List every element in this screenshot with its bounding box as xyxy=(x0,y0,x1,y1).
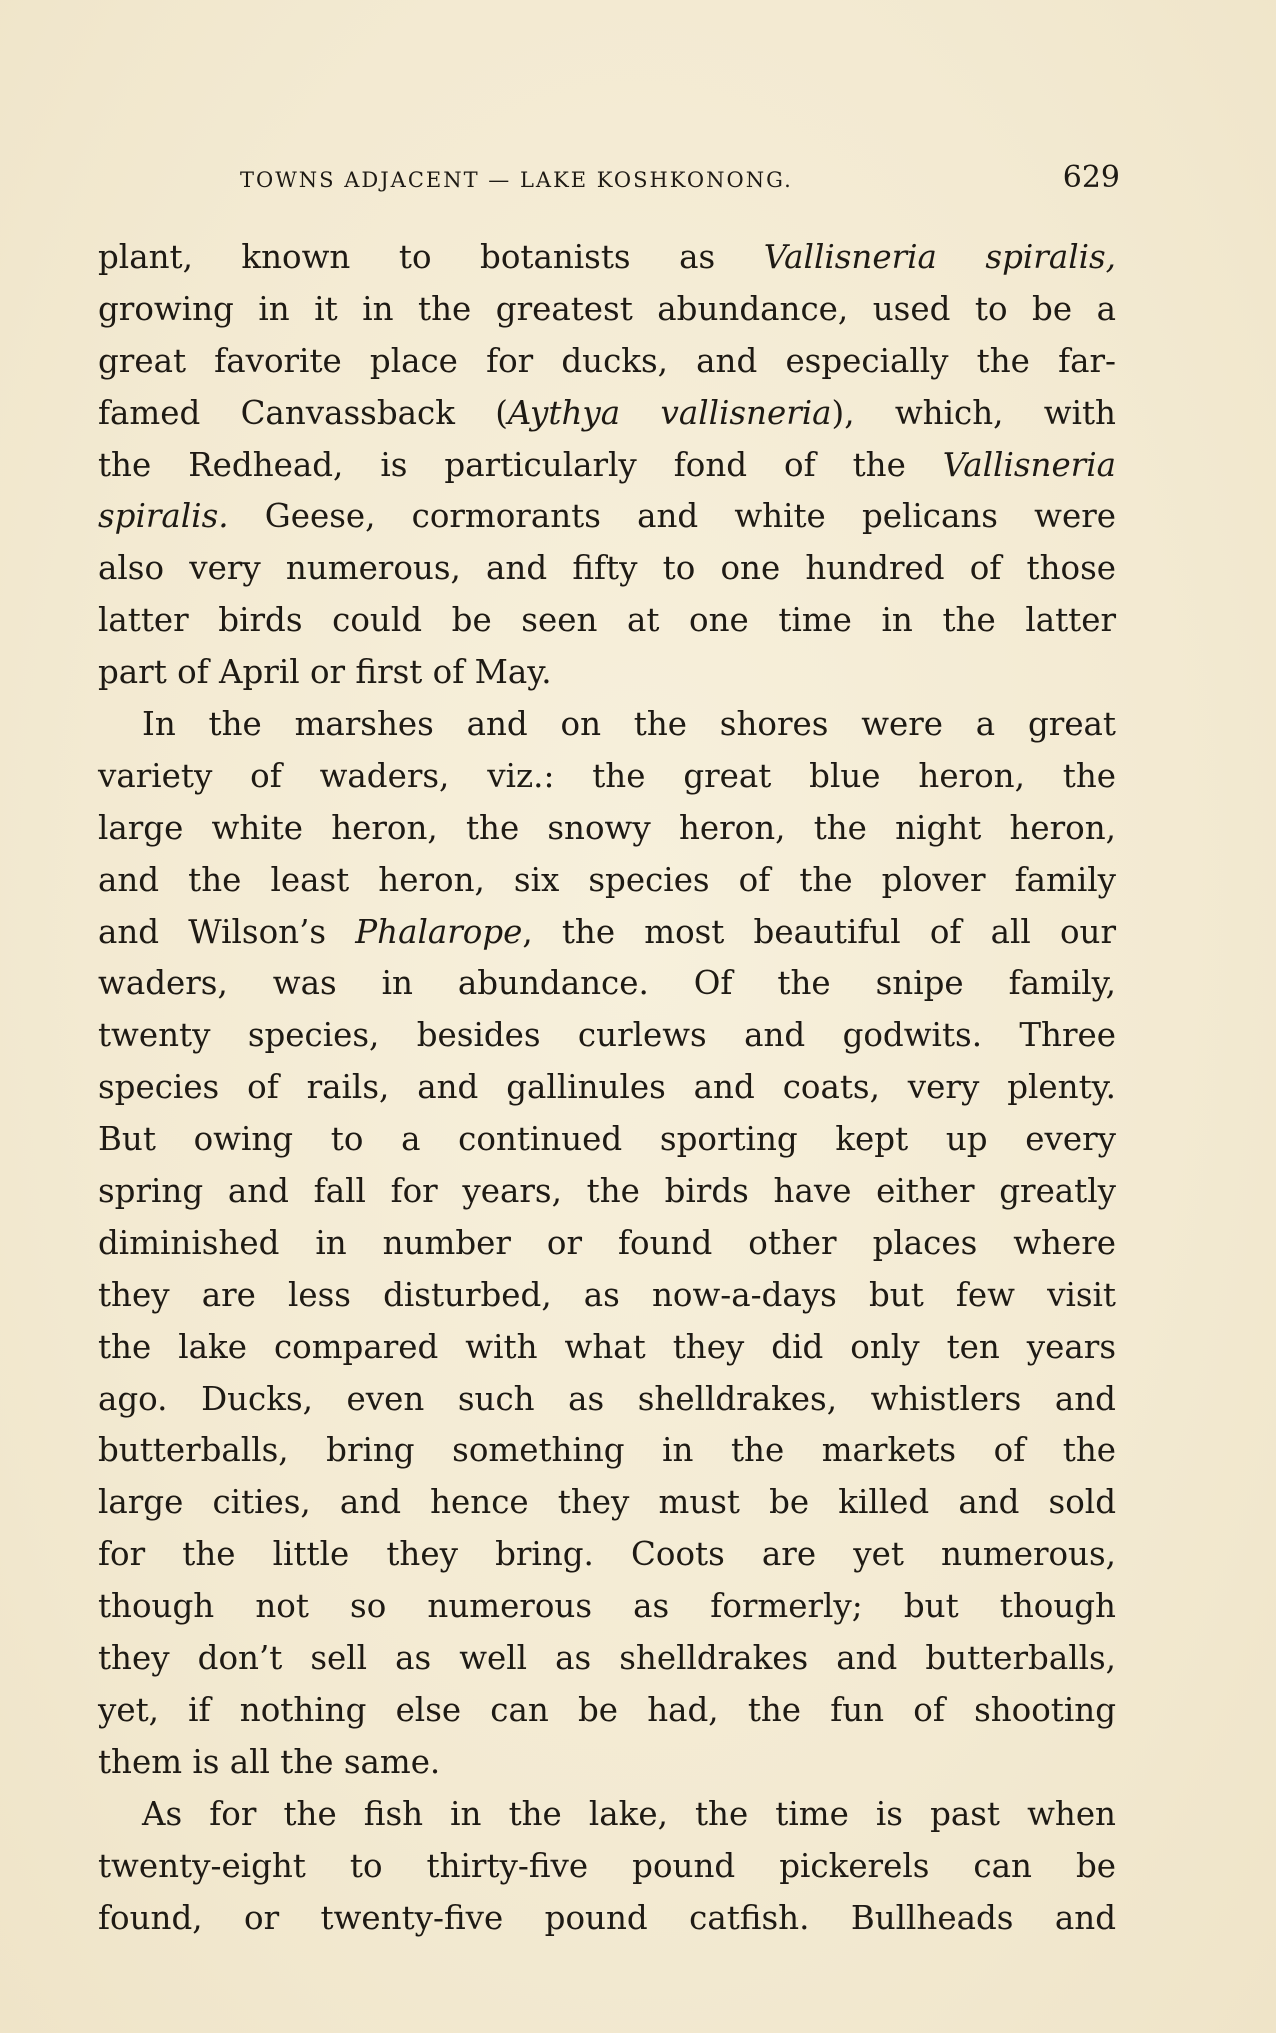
text-segment: twenty-eight to thirty-five pound pickerels can be xyxy=(98,1846,1116,1885)
text-segment: plant, known to botanists as xyxy=(98,238,764,276)
text-segment: the lake compared with what they did only ten years xyxy=(98,1327,1116,1366)
text-segment: diminished in number or found other places where xyxy=(98,1223,1116,1262)
text-line xyxy=(98,699,1116,751)
text-segment: yet, if nothing else can be had, the fun of shooting xyxy=(98,1690,1116,1729)
text-segment: , the most beautiful of all our xyxy=(522,912,1116,951)
text-line xyxy=(98,1529,1116,1581)
text-line xyxy=(98,1789,1116,1841)
text-line xyxy=(98,1685,1116,1737)
text-line xyxy=(98,1841,1116,1893)
text-line xyxy=(98,1374,1116,1426)
text-line xyxy=(98,958,1116,1010)
text-line xyxy=(98,1893,1116,1945)
text-line xyxy=(98,543,1116,595)
text-segment: great favorite place for ducks, and especially the far- xyxy=(98,341,1116,380)
text-line xyxy=(98,803,1116,855)
text-line xyxy=(98,1322,1116,1374)
italic-text: Phalarope xyxy=(355,912,523,951)
text-segment: As for the fish in the lake, the time is past when xyxy=(142,1794,1116,1833)
text-line xyxy=(98,1062,1116,1114)
text-segment: Geese, cormorants and white pelicans were xyxy=(228,497,1116,536)
text-line xyxy=(98,1114,1116,1166)
italic-text: Vallisneria xyxy=(942,445,1116,484)
text-line xyxy=(98,388,1116,440)
text-segment: found, or twenty-five pound catfish. Bullheads and xyxy=(98,1898,1116,1937)
text-segment: butterballs, bring something in the markets of the xyxy=(98,1431,1116,1470)
text-segment: variety of waders, viz.: the great blue heron, the xyxy=(98,756,1116,795)
text-segment: though not so numerous as formerly; but though xyxy=(98,1587,1116,1626)
text-line xyxy=(98,1166,1116,1218)
text-segment: ), which, with xyxy=(831,393,1116,432)
text-segment: also very numerous, and fifty to one hundred of those xyxy=(98,549,1116,588)
text-line xyxy=(98,907,1116,959)
text-segment: large white heron, the snowy heron, the night heron, xyxy=(98,808,1116,847)
text-segment: for the little they bring. Coots are yet numerous, xyxy=(98,1535,1116,1574)
text-line xyxy=(98,1737,1116,1789)
text-segment: the Redhead, is particularly fond of the xyxy=(98,445,943,484)
text-segment: In the marshes and on the shores were a great xyxy=(142,705,1116,744)
text-segment: famed Canvassback ( xyxy=(98,393,508,432)
text-segment: waders, was in abundance. Of the snipe family, xyxy=(98,964,1116,1003)
text-segment: spring and fall for years, the birds have either greatly xyxy=(98,1172,1116,1211)
text-segment: latter birds could be seen at one time in the latter xyxy=(98,601,1116,640)
text-line xyxy=(98,1581,1116,1633)
italic-text: spiralis. xyxy=(98,497,229,536)
text-line xyxy=(98,647,1116,699)
text-segment: and the least heron, six species of the plover family xyxy=(98,860,1116,899)
italic-text: Aythya vallisneria xyxy=(507,393,832,432)
running-title: TOWNS ADJACENT — LAKE KOSHKONONG. xyxy=(240,168,793,192)
text-segment: But owing to a continued sporting kept up every xyxy=(98,1120,1116,1159)
text-line xyxy=(98,232,1116,284)
page-number: 629 xyxy=(1062,160,1120,195)
text-segment: species of rails, and gallinules and coats, very plenty. xyxy=(98,1068,1116,1107)
text-segment: twenty species, besides curlews and godwits. Three xyxy=(98,1016,1116,1055)
text-line xyxy=(98,336,1116,388)
text-line xyxy=(98,751,1116,803)
text-segment: growing in it in the greatest abundance, used to be a xyxy=(98,289,1116,328)
text-line xyxy=(98,284,1116,336)
text-segment: large cities, and hence they must be killed and sold xyxy=(98,1483,1116,1522)
text-line xyxy=(98,1425,1116,1477)
running-head xyxy=(240,160,1120,200)
text-segment: they are less disturbed, as now-a-days but few visit xyxy=(98,1275,1116,1314)
body-text xyxy=(98,232,1116,1944)
italic-text: Vallisneria spiralis, xyxy=(763,238,1116,276)
text-segment: they don’t sell as well as shelldrakes and butterballs, xyxy=(98,1639,1116,1678)
text-line xyxy=(98,1633,1116,1685)
text-line xyxy=(98,491,1116,543)
text-line xyxy=(98,855,1116,907)
text-segment: and Wilson’s xyxy=(98,912,356,951)
text-segment: ago. Ducks, even such as shelldrakes, whistlers and xyxy=(98,1379,1116,1418)
text-line xyxy=(98,440,1116,492)
text-line xyxy=(98,1218,1116,1270)
text-line xyxy=(98,595,1116,647)
text-segment: part of April or first of May. xyxy=(98,653,552,692)
text-line xyxy=(98,1477,1116,1529)
text-line xyxy=(98,1010,1116,1062)
text-segment: them is all the same. xyxy=(98,1742,441,1781)
text-line xyxy=(98,1270,1116,1322)
